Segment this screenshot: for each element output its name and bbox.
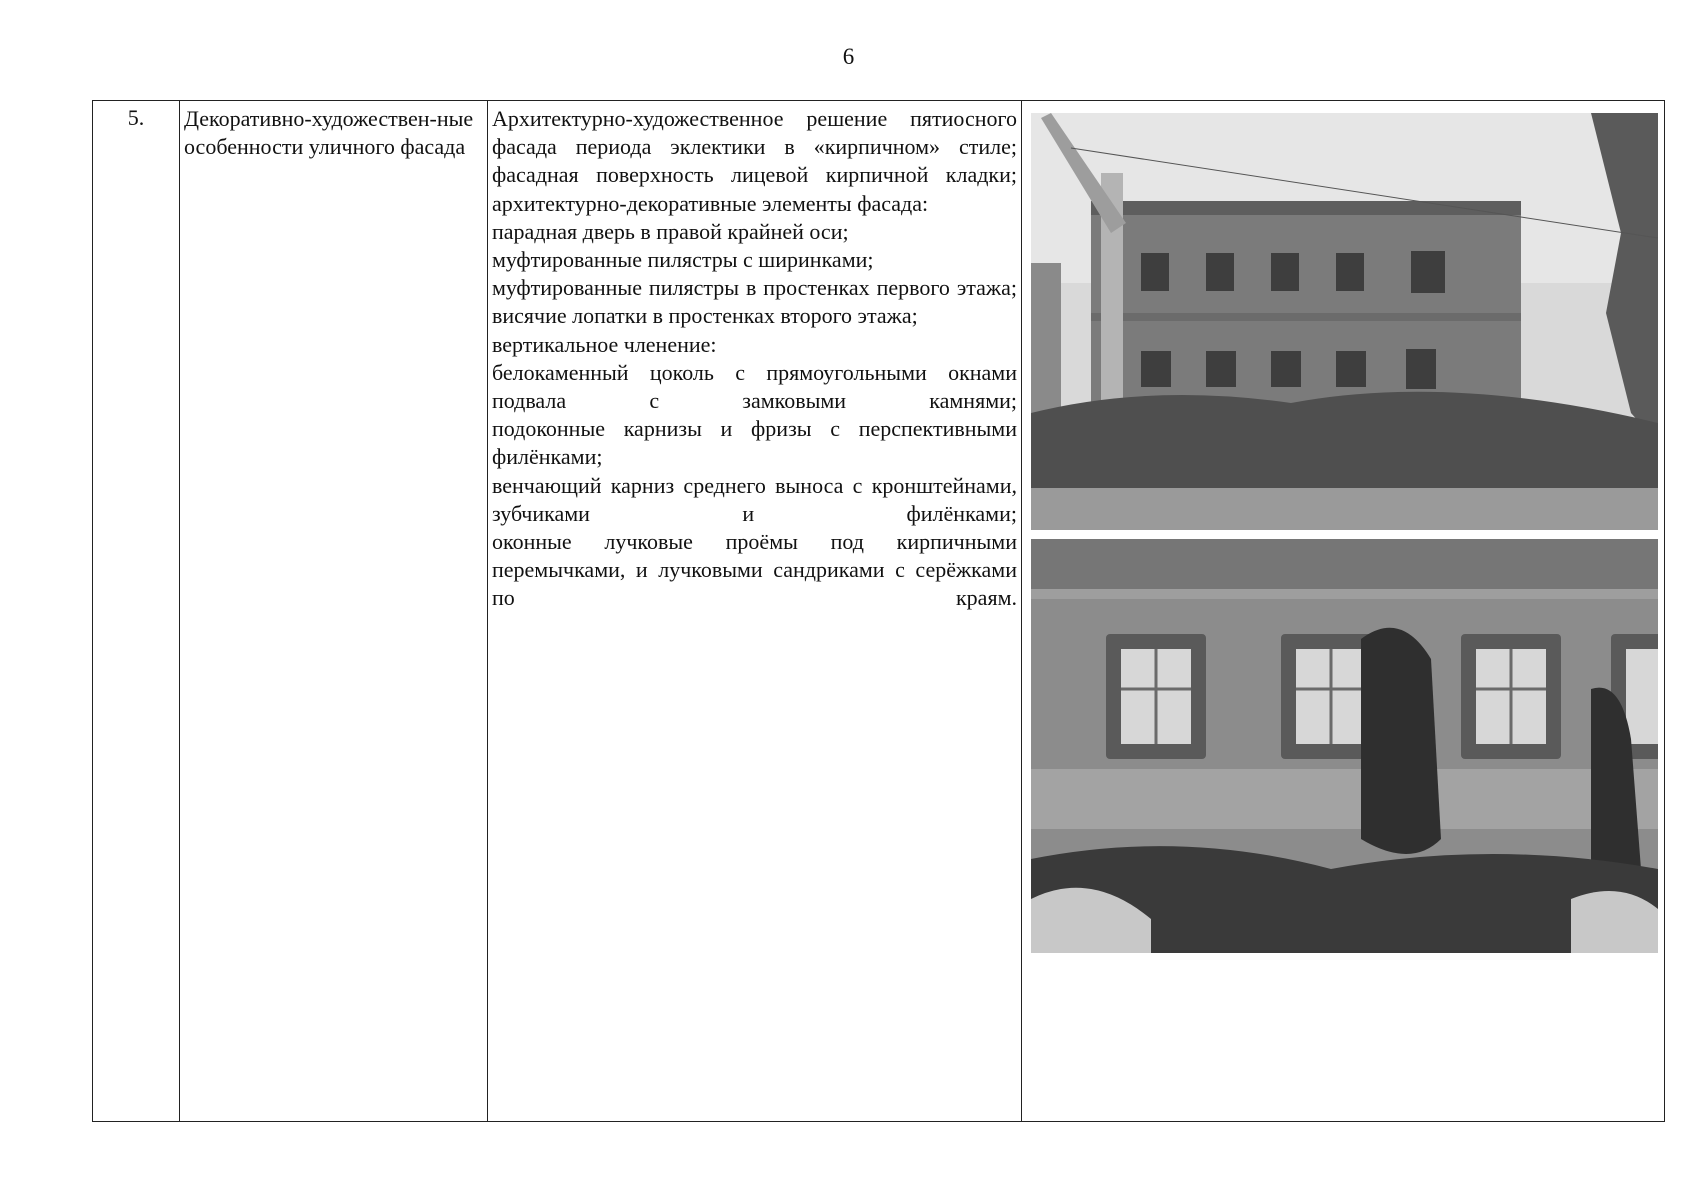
description-line: архитектурно-декоративные элементы фасада: xyxy=(492,190,929,216)
description-line: Архитектурно-художественное решение пятиосного фасада периода эклектики в «кирпичном» стиле; xyxy=(492,106,1017,160)
description-line: висячие лопатки в простенках второго этажа; xyxy=(492,303,918,329)
page-number: 6 xyxy=(842,44,855,69)
description-line: подоконные карнизы и фризы с перспективными филёнками; xyxy=(492,416,1017,470)
description-line: венчающий карниз среднего выноса с кронштейнами, зубчиками и филёнками; xyxy=(492,472,1017,526)
description-line: муфтированные пилястры с ширинками; xyxy=(492,247,874,273)
row-number: 5. xyxy=(127,105,145,130)
row-description-cell xyxy=(488,101,1022,1121)
description-line: муфтированные пилястры в простенках первого этажа; xyxy=(492,275,1017,301)
row-number-cell xyxy=(93,101,180,1121)
description-line: фасадная поверхность лицевой кирпичной кладки; xyxy=(492,162,1017,188)
row-title: Декоративно-художествен-ные особенности уличного фасада xyxy=(184,106,474,159)
description-line: белокаменный цоколь с прямоугольными окнами подвала с замковыми камнями; xyxy=(492,359,1017,414)
building-photo-detail xyxy=(1031,539,1658,953)
building-photo-overview xyxy=(1031,113,1658,530)
row-title-cell xyxy=(180,101,488,1121)
row-photos-cell xyxy=(1022,101,1664,1121)
description-line: парадная дверь в правой крайней оси; xyxy=(492,218,849,244)
row-description xyxy=(488,101,1021,613)
description-line: оконные лучковые проёмы под кирпичными перемычками, и лучковыми сандриками с серёжками по краям. xyxy=(492,529,1017,611)
description-line: вертикальное членение: xyxy=(492,331,717,357)
heritage-table xyxy=(92,100,1665,1122)
